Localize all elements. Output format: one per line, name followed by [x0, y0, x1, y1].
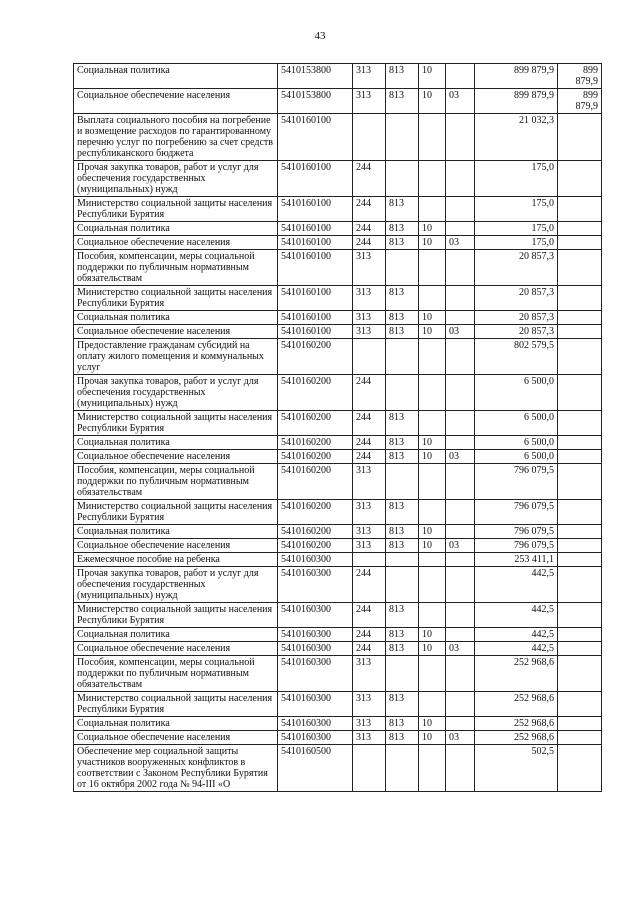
row-amount-cell: 796 079,5: [475, 525, 558, 539]
budget-table: [73, 63, 602, 792]
row-subsection-cell: 03: [446, 89, 475, 114]
row-subsection-cell: [446, 161, 475, 197]
row-section-cell: [419, 161, 446, 197]
row-amount-cell: 899 879,9: [475, 64, 558, 89]
row-amount-extra-cell: 899 879,9: [558, 64, 602, 89]
table-row: [74, 692, 602, 717]
row-admin-cell: 813: [386, 692, 419, 717]
row-admin-cell: [386, 375, 419, 411]
row-code-cell: 5410160200: [278, 525, 353, 539]
row-name-cell: Социальная политика: [74, 222, 278, 236]
row-admin-cell: 813: [386, 64, 419, 89]
row-expense-type-cell: 244: [353, 436, 386, 450]
row-amount-extra-cell: [558, 250, 602, 286]
row-amount-extra-cell: [558, 525, 602, 539]
row-subsection-cell: 03: [446, 236, 475, 250]
row-code-cell: 5410160300: [278, 656, 353, 692]
row-admin-cell: 813: [386, 628, 419, 642]
row-expense-type-cell: [353, 745, 386, 792]
row-section-cell: [419, 464, 446, 500]
row-admin-cell: [386, 656, 419, 692]
row-code-cell: 5410160200: [278, 375, 353, 411]
row-section-cell: 10: [419, 222, 446, 236]
row-name-cell: Пособия, компенсации, меры социальной поддержки по публичным нормативным обязательствам: [74, 464, 278, 500]
row-subsection-cell: [446, 603, 475, 628]
row-admin-cell: 813: [386, 325, 419, 339]
table-row: [74, 222, 602, 236]
row-section-cell: 10: [419, 89, 446, 114]
budget-table-body: [74, 64, 602, 792]
row-amount-cell: 796 079,5: [475, 539, 558, 553]
row-name-cell: Предоставление гражданам субсидий на оплату жилого помещения и коммунальных услуг: [74, 339, 278, 375]
table-row: [74, 436, 602, 450]
row-section-cell: [419, 745, 446, 792]
row-name-cell: Социальное обеспечение населения: [74, 450, 278, 464]
row-code-cell: 5410160200: [278, 500, 353, 525]
row-amount-extra-cell: [558, 656, 602, 692]
row-amount-extra-cell: [558, 325, 602, 339]
row-subsection-cell: [446, 436, 475, 450]
row-section-cell: [419, 692, 446, 717]
table-row: [74, 500, 602, 525]
row-amount-cell: 796 079,5: [475, 500, 558, 525]
row-subsection-cell: [446, 464, 475, 500]
table-row: [74, 114, 602, 161]
row-name-cell: Прочая закупка товаров, работ и услуг для обеспечения государственных (муниципальных) нужд: [74, 161, 278, 197]
table-row: [74, 464, 602, 500]
row-amount-cell: 20 857,3: [475, 286, 558, 311]
row-admin-cell: [386, 464, 419, 500]
row-code-cell: 5410160100: [278, 325, 353, 339]
row-section-cell: [419, 603, 446, 628]
row-expense-type-cell: [353, 114, 386, 161]
table-row: [74, 642, 602, 656]
table-row: [74, 286, 602, 311]
table-row: [74, 603, 602, 628]
row-code-cell: 5410160100: [278, 222, 353, 236]
row-name-cell: Социальное обеспечение населения: [74, 539, 278, 553]
row-expense-type-cell: 244: [353, 222, 386, 236]
row-amount-cell: 252 968,6: [475, 692, 558, 717]
row-name-cell: Ежемесячное пособие на ребенка: [74, 553, 278, 567]
row-amount-cell: 6 500,0: [475, 450, 558, 464]
row-admin-cell: 813: [386, 642, 419, 656]
row-name-cell: Министерство социальной защиты населения Республики Бурятия: [74, 197, 278, 222]
row-subsection-cell: [446, 553, 475, 567]
row-expense-type-cell: 313: [353, 464, 386, 500]
row-name-cell: Социальная политика: [74, 628, 278, 642]
row-amount-cell: 6 500,0: [475, 436, 558, 450]
row-section-cell: [419, 250, 446, 286]
row-amount-cell: 175,0: [475, 236, 558, 250]
row-expense-type-cell: 313: [353, 325, 386, 339]
row-code-cell: 5410160300: [278, 731, 353, 745]
row-section-cell: [419, 286, 446, 311]
row-admin-cell: [386, 745, 419, 792]
row-section-cell: [419, 197, 446, 222]
row-amount-cell: 175,0: [475, 161, 558, 197]
row-expense-type-cell: 244: [353, 197, 386, 222]
row-expense-type-cell: 313: [353, 539, 386, 553]
table-row: [74, 64, 602, 89]
row-code-cell: 5410160300: [278, 567, 353, 603]
row-code-cell: 5410160200: [278, 450, 353, 464]
row-amount-cell: 442,5: [475, 628, 558, 642]
row-section-cell: [419, 411, 446, 436]
row-section-cell: 10: [419, 628, 446, 642]
row-name-cell: Министерство социальной защиты населения Республики Бурятия: [74, 500, 278, 525]
row-name-cell: Социальное обеспечение населения: [74, 731, 278, 745]
row-code-cell: 5410160200: [278, 539, 353, 553]
row-subsection-cell: [446, 411, 475, 436]
row-amount-cell: 442,5: [475, 642, 558, 656]
table-row: [74, 375, 602, 411]
row-amount-extra-cell: [558, 450, 602, 464]
row-amount-extra-cell: [558, 692, 602, 717]
row-admin-cell: 813: [386, 222, 419, 236]
row-code-cell: 5410160100: [278, 250, 353, 286]
row-expense-type-cell: 244: [353, 450, 386, 464]
table-row: [74, 339, 602, 375]
row-code-cell: 5410153800: [278, 64, 353, 89]
row-code-cell: 5410160200: [278, 464, 353, 500]
row-subsection-cell: [446, 250, 475, 286]
row-code-cell: 5410160300: [278, 692, 353, 717]
row-expense-type-cell: 313: [353, 731, 386, 745]
row-subsection-cell: 03: [446, 450, 475, 464]
row-expense-type-cell: 244: [353, 161, 386, 197]
table-row: [74, 525, 602, 539]
row-code-cell: 5410160100: [278, 236, 353, 250]
row-subsection-cell: [446, 375, 475, 411]
row-section-cell: 10: [419, 450, 446, 464]
row-subsection-cell: [446, 717, 475, 731]
row-code-cell: 5410160300: [278, 717, 353, 731]
row-admin-cell: [386, 114, 419, 161]
row-expense-type-cell: 244: [353, 603, 386, 628]
row-amount-extra-cell: [558, 411, 602, 436]
row-expense-type-cell: 244: [353, 375, 386, 411]
row-name-cell: Пособия, компенсации, меры социальной поддержки по публичным нормативным обязательствам: [74, 250, 278, 286]
page-number: 43: [314, 30, 326, 42]
row-code-cell: 5410160100: [278, 197, 353, 222]
row-amount-extra-cell: [558, 642, 602, 656]
row-admin-cell: 813: [386, 717, 419, 731]
row-admin-cell: [386, 161, 419, 197]
row-name-cell: Прочая закупка товаров, работ и услуг для обеспечения государственных (муниципальных) нужд: [74, 375, 278, 411]
table-row: [74, 325, 602, 339]
row-amount-cell: 253 411,1: [475, 553, 558, 567]
row-code-cell: 5410160500: [278, 745, 353, 792]
row-subsection-cell: [446, 286, 475, 311]
row-section-cell: 10: [419, 525, 446, 539]
row-admin-cell: [386, 567, 419, 603]
row-expense-type-cell: 244: [353, 236, 386, 250]
row-name-cell: Социальная политика: [74, 717, 278, 731]
row-amount-extra-cell: [558, 286, 602, 311]
row-expense-type-cell: 313: [353, 717, 386, 731]
row-subsection-cell: [446, 64, 475, 89]
row-section-cell: 10: [419, 236, 446, 250]
row-code-cell: 5410160200: [278, 339, 353, 375]
row-admin-cell: 813: [386, 89, 419, 114]
row-admin-cell: 813: [386, 603, 419, 628]
row-amount-cell: 796 079,5: [475, 464, 558, 500]
row-amount-cell: 175,0: [475, 197, 558, 222]
row-amount-extra-cell: [558, 464, 602, 500]
row-amount-extra-cell: [558, 311, 602, 325]
row-amount-cell: 252 968,6: [475, 656, 558, 692]
row-amount-cell: 502,5: [475, 745, 558, 792]
row-section-cell: 10: [419, 325, 446, 339]
table-row: [74, 411, 602, 436]
row-subsection-cell: [446, 656, 475, 692]
row-admin-cell: 813: [386, 197, 419, 222]
row-subsection-cell: [446, 525, 475, 539]
row-amount-cell: 175,0: [475, 222, 558, 236]
row-admin-cell: 813: [386, 525, 419, 539]
row-expense-type-cell: 313: [353, 89, 386, 114]
row-amount-extra-cell: [558, 553, 602, 567]
row-subsection-cell: [446, 628, 475, 642]
row-code-cell: 5410160300: [278, 628, 353, 642]
row-name-cell: Министерство социальной защиты населения Республики Бурятия: [74, 286, 278, 311]
row-expense-type-cell: 313: [353, 692, 386, 717]
row-subsection-cell: [446, 500, 475, 525]
row-code-cell: 5410160200: [278, 436, 353, 450]
row-subsection-cell: 03: [446, 325, 475, 339]
row-amount-extra-cell: [558, 745, 602, 792]
row-code-cell: 5410160200: [278, 411, 353, 436]
row-admin-cell: [386, 250, 419, 286]
row-name-cell: Социальная политика: [74, 525, 278, 539]
table-row: [74, 731, 602, 745]
row-expense-type-cell: 313: [353, 656, 386, 692]
row-amount-cell: 20 857,3: [475, 325, 558, 339]
row-section-cell: 10: [419, 64, 446, 89]
row-name-cell: Прочая закупка товаров, работ и услуг для обеспечения государственных (муниципальных) нужд: [74, 567, 278, 603]
row-amount-extra-cell: [558, 197, 602, 222]
row-amount-cell: 21 032,3: [475, 114, 558, 161]
row-name-cell: Социальное обеспечение населения: [74, 89, 278, 114]
row-code-cell: 5410160300: [278, 603, 353, 628]
row-amount-cell: 802 579,5: [475, 339, 558, 375]
row-expense-type-cell: 313: [353, 500, 386, 525]
row-name-cell: Министерство социальной защиты населения Республики Бурятия: [74, 692, 278, 717]
table-row: [74, 717, 602, 731]
row-amount-cell: 252 968,6: [475, 717, 558, 731]
row-name-cell: Социальная политика: [74, 64, 278, 89]
row-amount-cell: 20 857,3: [475, 311, 558, 325]
row-amount-cell: 6 500,0: [475, 375, 558, 411]
row-subsection-cell: [446, 311, 475, 325]
row-subsection-cell: [446, 339, 475, 375]
row-section-cell: [419, 339, 446, 375]
row-expense-type-cell: 313: [353, 286, 386, 311]
row-admin-cell: 813: [386, 436, 419, 450]
row-subsection-cell: 03: [446, 642, 475, 656]
row-amount-cell: 252 968,6: [475, 731, 558, 745]
table-row: [74, 567, 602, 603]
row-amount-extra-cell: [558, 161, 602, 197]
row-name-cell: Социальное обеспечение населения: [74, 325, 278, 339]
row-section-cell: 10: [419, 311, 446, 325]
row-section-cell: [419, 656, 446, 692]
table-row: [74, 197, 602, 222]
row-section-cell: [419, 114, 446, 161]
row-amount-extra-cell: [558, 567, 602, 603]
table-row: [74, 250, 602, 286]
row-name-cell: Выплата социального пособия на погребение и возмещение расходов по гарантированному перечню услуг по погребению за счет средств республиканского бюджета: [74, 114, 278, 161]
row-admin-cell: [386, 553, 419, 567]
row-code-cell: 5410160100: [278, 286, 353, 311]
row-section-cell: 10: [419, 539, 446, 553]
row-name-cell: Социальная политика: [74, 311, 278, 325]
table-row: [74, 745, 602, 792]
row-expense-type-cell: 244: [353, 411, 386, 436]
table-row: [74, 553, 602, 567]
row-name-cell: Обеспечение мер социальной защиты участников вооруженных конфликтов в соответствии с Законом Республики Бурятия от 16 октября 2002 года № 94-III «О: [74, 745, 278, 792]
row-admin-cell: 813: [386, 539, 419, 553]
row-expense-type-cell: 244: [353, 642, 386, 656]
row-code-cell: 5410160300: [278, 642, 353, 656]
row-amount-extra-cell: [558, 114, 602, 161]
table-row: [74, 236, 602, 250]
row-expense-type-cell: [353, 339, 386, 375]
row-code-cell: 5410160100: [278, 311, 353, 325]
row-amount-cell: 442,5: [475, 567, 558, 603]
row-amount-extra-cell: [558, 339, 602, 375]
row-admin-cell: 813: [386, 236, 419, 250]
row-amount-cell: 6 500,0: [475, 411, 558, 436]
row-subsection-cell: [446, 197, 475, 222]
row-admin-cell: [386, 339, 419, 375]
table-row: [74, 161, 602, 197]
row-section-cell: [419, 500, 446, 525]
row-expense-type-cell: 313: [353, 64, 386, 89]
row-amount-cell: 899 879,9: [475, 89, 558, 114]
row-section-cell: 10: [419, 436, 446, 450]
row-subsection-cell: 03: [446, 731, 475, 745]
row-section-cell: [419, 553, 446, 567]
row-amount-extra-cell: [558, 236, 602, 250]
table-row: [74, 656, 602, 692]
row-amount-extra-cell: [558, 436, 602, 450]
row-code-cell: 5410160100: [278, 114, 353, 161]
table-row: [74, 311, 602, 325]
row-amount-cell: 442,5: [475, 603, 558, 628]
table-row: [74, 628, 602, 642]
row-subsection-cell: [446, 222, 475, 236]
row-amount-extra-cell: [558, 717, 602, 731]
row-amount-extra-cell: 899 879,9: [558, 89, 602, 114]
row-name-cell: Социальное обеспечение населения: [74, 642, 278, 656]
table-row: [74, 450, 602, 464]
row-amount-extra-cell: [558, 222, 602, 236]
row-subsection-cell: [446, 567, 475, 603]
row-amount-extra-cell: [558, 628, 602, 642]
row-subsection-cell: [446, 114, 475, 161]
row-code-cell: 5410153800: [278, 89, 353, 114]
row-expense-type-cell: [353, 553, 386, 567]
row-amount-extra-cell: [558, 603, 602, 628]
row-admin-cell: 813: [386, 411, 419, 436]
row-admin-cell: 813: [386, 450, 419, 464]
row-name-cell: Социальная политика: [74, 436, 278, 450]
row-amount-extra-cell: [558, 731, 602, 745]
table-row: [74, 89, 602, 114]
row-amount-extra-cell: [558, 539, 602, 553]
row-section-cell: 10: [419, 731, 446, 745]
row-admin-cell: 813: [386, 731, 419, 745]
row-name-cell: Пособия, компенсации, меры социальной поддержки по публичным нормативным обязательствам: [74, 656, 278, 692]
row-expense-type-cell: 313: [353, 311, 386, 325]
row-section-cell: [419, 567, 446, 603]
row-amount-extra-cell: [558, 375, 602, 411]
row-name-cell: Министерство социальной защиты населения Республики Бурятия: [74, 603, 278, 628]
row-name-cell: Министерство социальной защиты населения Республики Бурятия: [74, 411, 278, 436]
row-name-cell: Социальное обеспечение населения: [74, 236, 278, 250]
row-amount-cell: 20 857,3: [475, 250, 558, 286]
row-admin-cell: 813: [386, 311, 419, 325]
row-section-cell: [419, 375, 446, 411]
row-subsection-cell: 03: [446, 539, 475, 553]
row-admin-cell: 813: [386, 286, 419, 311]
table-row: [74, 539, 602, 553]
row-section-cell: 10: [419, 642, 446, 656]
row-expense-type-cell: 244: [353, 628, 386, 642]
row-expense-type-cell: 313: [353, 250, 386, 286]
row-subsection-cell: [446, 745, 475, 792]
row-code-cell: 5410160300: [278, 553, 353, 567]
row-expense-type-cell: 244: [353, 567, 386, 603]
row-code-cell: 5410160100: [278, 161, 353, 197]
row-section-cell: 10: [419, 717, 446, 731]
row-subsection-cell: [446, 692, 475, 717]
row-amount-extra-cell: [558, 500, 602, 525]
row-expense-type-cell: 313: [353, 525, 386, 539]
row-admin-cell: 813: [386, 500, 419, 525]
